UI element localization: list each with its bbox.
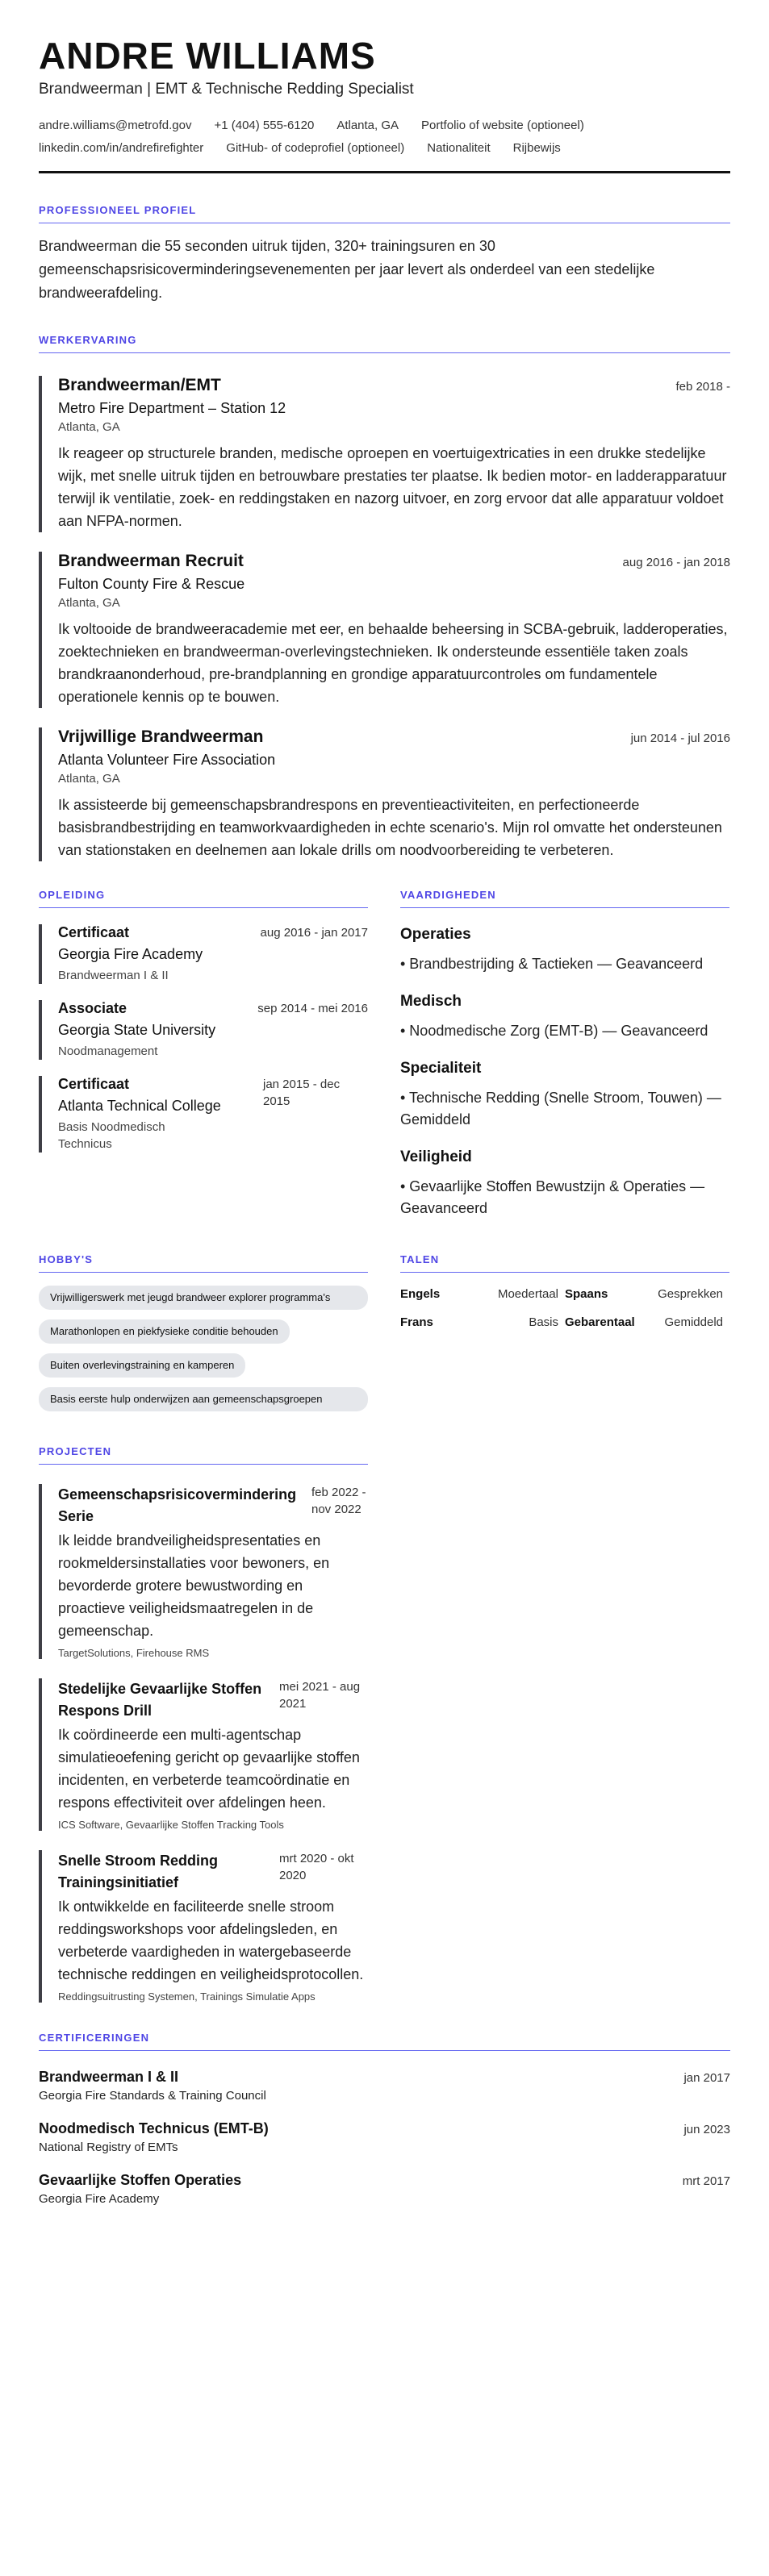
candidate-name: ANDRE WILLIAMS (39, 35, 376, 77)
skill-item: • Technische Redding (Snelle Stroom, Touwen) — Gemiddeld (400, 1090, 721, 1128)
education-school: Atlanta Technical College (58, 1098, 221, 1114)
certification-issuer: National Registry of EMTs (39, 2140, 178, 2154)
language-item (565, 1287, 729, 1301)
project-tools: Reddingsuitrusting Systemen, Trainings Simulatie Apps (58, 1990, 316, 2003)
experience-item (39, 376, 730, 532)
hobby-tag: Basis eerste hulp onderwijzen aan gemeenschapsgroepen (39, 1387, 368, 1411)
project-title: Gemeenschapsrisicovermindering Serie (58, 1486, 297, 1524)
job-title: Brandweerman Recruit (58, 552, 244, 570)
language-level: Gesprekken (658, 1287, 723, 1301)
certification-date: mrt 2017 (682, 2174, 730, 2188)
education-field: Brandweerman I & II (58, 969, 169, 982)
education-field: Basis Noodmedisch Technicus (58, 1120, 165, 1151)
education-school: Georgia State University (58, 1022, 216, 1038)
certification-date: jan 2017 (683, 2071, 730, 2085)
project-title: Stedelijke Gevaarlijke Stoffen Respons Drill (58, 1681, 262, 1719)
education-item (39, 1000, 368, 1060)
hobby-tag: Vrijwilligerswerk met jeugd brandweer explorer programma's (39, 1286, 368, 1310)
certification-issuer: Georgia Fire Academy (39, 2192, 160, 2206)
contact-info-secondary (39, 137, 730, 160)
skill-group (400, 1060, 729, 1131)
job-date: aug 2016 - jan 2018 (622, 556, 730, 569)
contact-email[interactable]: andre.williams@metrofd.gov (39, 119, 192, 132)
hobby-tag: Marathonlopen en piekfysieke conditie behouden (39, 1319, 290, 1344)
education-skills-row (39, 889, 730, 1219)
certification-name: Noodmedisch Technicus (EMT-B) (39, 2120, 269, 2136)
language-level: Gemiddeld (664, 1315, 723, 1329)
contact-github[interactable]: GitHub- of codeprofiel (optioneel) (226, 141, 405, 155)
project-item (39, 1678, 368, 1831)
project-item (39, 1484, 368, 1659)
experience-item (39, 552, 730, 708)
skill-item: • Brandbestrijding & Tactieken — Geavanceerd (400, 956, 704, 972)
language-row (400, 1315, 729, 1329)
job-title: Vrijwillige Brandweerman (58, 727, 264, 746)
job-organization: Fulton County Fire & Rescue (58, 576, 245, 592)
job-organization: Atlanta Volunteer Fire Association (58, 752, 276, 768)
skill-category: Specialiteit (400, 1060, 482, 1077)
job-description: Ik voltooide de brandweeracademie met eer, en behaalde beheersing in SCBA-gebruik, ladderoperaties, zoektechnieken en brandweerman-overlevingstechnieken. Ik ondersteunde essentiële taken zoals brandkraanonderhoud, pre-brandplanning en grondige apparatuurcontroles om fundamentele operationele kennis op te bouwen. (58, 621, 728, 705)
hobbies-languages-row (39, 1253, 730, 1411)
education-school: Georgia Fire Academy (58, 946, 203, 962)
certification-date: jun 2023 (683, 2123, 730, 2136)
education-section (39, 889, 368, 1219)
section-title-education: OPLEIDING (39, 889, 368, 908)
certification-name: Gevaarlijke Stoffen Operaties (39, 2172, 242, 2188)
education-date: jan 2015 - dec 2015 (263, 1078, 341, 1108)
section-title-certifications: CERTIFICERINGEN (39, 2032, 730, 2051)
candidate-headline: Brandweerman | EMT & Technische Redding Specialist (39, 81, 414, 98)
education-degree: Certificaat (58, 1076, 130, 1092)
section-title-hobbies: HOBBY'S (39, 1253, 368, 1273)
skill-group (400, 926, 729, 975)
project-date: mrt 2020 - okt 2020 (279, 1852, 354, 1882)
job-location: Atlanta, GA (58, 420, 120, 434)
project-description: Ik ontwikkelde en faciliteerde snelle stroom reddingsworkshops voor afdelingsleden, en verbeterde vaardigheden in watergebaseerde technische reddingen en veiligheidsprotocollen. (58, 1899, 364, 1982)
project-description: Ik coördineerde een multi-agentschap simulatieoefening gericht op gevaarlijke stoffen incidenten, en verbeterde teamcoördinatie en respons effectiviteit over afdelingen heen. (58, 1727, 360, 1811)
education-degree: Associate (58, 1000, 127, 1016)
education-field: Noodmanagement (58, 1044, 158, 1058)
language-item (400, 1315, 565, 1329)
skill-group (400, 993, 729, 1042)
language-item (565, 1315, 729, 1329)
education-item (39, 924, 368, 984)
contact-phone[interactable]: +1 (404) 555-6120 (214, 119, 315, 132)
job-location: Atlanta, GA (58, 596, 120, 610)
contact-portfolio[interactable]: Portfolio of website (optioneel) (421, 119, 584, 132)
section-title-profile: PROFESSIONEEL PROFIEL (39, 204, 730, 223)
education-date: sep 2014 - mei 2016 (257, 1002, 368, 1015)
certification-name: Brandweerman I & II (39, 2069, 179, 2085)
experience-item (39, 727, 730, 861)
project-description: Ik leidde brandveiligheidspresentaties en rookmeldersinstallaties voor bewoners, en bevorderde grotere bewustwording en proactieve veiligheidsmaatregelen in de gemeenschap. (58, 1532, 330, 1639)
section-title-languages: TALEN (400, 1253, 729, 1273)
contact-location: Atlanta, GA (336, 119, 399, 132)
certification-issuer: Georgia Fire Standards & Training Council (39, 2089, 266, 2103)
education-item (39, 1076, 368, 1153)
language-item (400, 1287, 565, 1301)
language-name: Engels (400, 1287, 441, 1301)
skill-category: Medisch (400, 993, 462, 1010)
language-row (400, 1287, 729, 1301)
skill-category: Operaties (400, 926, 471, 943)
certification-item (39, 2069, 730, 2103)
contact-nationality: Nationaliteit (427, 141, 491, 155)
certifications-section (39, 2032, 730, 2206)
certification-item (39, 2172, 730, 2206)
education-date: aug 2016 - jan 2017 (260, 926, 368, 940)
job-title: Brandweerman/EMT (58, 376, 221, 394)
hobby-tag: Buiten overlevingstraining en kamperen (39, 1353, 245, 1378)
profile-section (39, 204, 730, 305)
job-description: Ik assisteerde bij gemeenschapsbrandrespons en preventieactiviteiten, en perfectioneerde basisbrandbestrijding en teamworkvaardigheden in echte scenario's. Mijn rol omvatte het ondersteunen van stationstaken en deelnemen aan lokale drills om noodvoorbereiding te verbeteren. (58, 797, 722, 858)
certification-item (39, 2120, 730, 2154)
job-location: Atlanta, GA (58, 772, 120, 786)
project-title: Snelle Stroom Redding Trainingsinitiatief (58, 1853, 219, 1890)
project-tools: TargetSolutions, Firehouse RMS (58, 1647, 210, 1659)
section-title-experience: WERKERVARING (39, 334, 730, 353)
skill-item: • Gevaarlijke Stoffen Bewustzijn & Operaties — Geavanceerd (400, 1178, 705, 1216)
project-item (39, 1850, 368, 2003)
skill-category: Veiligheid (400, 1148, 472, 1165)
projects-section (39, 1445, 368, 2003)
language-level: Moedertaal (497, 1287, 558, 1301)
contact-linkedin[interactable]: linkedin.com/in/andrefirefighter (39, 141, 204, 155)
language-name: Gebarentaal (565, 1315, 635, 1329)
skills-section (400, 889, 729, 1219)
experience-section (39, 334, 730, 861)
languages-section (400, 1253, 729, 1411)
education-degree: Certificaat (58, 924, 130, 940)
hobbies-section (39, 1253, 368, 1411)
section-title-skills: VAARDIGHEDEN (400, 889, 729, 908)
skill-item: • Noodmedische Zorg (EMT-B) — Geavanceerd (400, 1023, 708, 1039)
skill-group (400, 1148, 729, 1219)
project-date: mei 2021 - aug 2021 (279, 1680, 361, 1711)
contact-license: Rijbewijs (512, 141, 561, 155)
section-title-projects: PROJECTEN (39, 1445, 368, 1465)
resume-header (39, 35, 730, 173)
job-description: Ik reageer op structurele branden, medische oproepen en voertuigextricaties in een drukke stedelijke wijk, met snelle uitruk tijden en betrouwbare prestaties ter plaatse. Ik bedien motor- en ladderapparatuur terwijl ik ventilatie, zoek- en reddingstaken en nazorg uitvoer, en zorg ervoor dat alle apparatuur voldoet aan NFPA-normen. (58, 445, 727, 529)
project-tools: ICS Software, Gevaarlijke Stoffen Tracking Tools (58, 1819, 284, 1831)
job-organization: Metro Fire Department – Station 12 (58, 400, 286, 416)
job-date: jun 2014 - jul 2016 (630, 732, 730, 745)
contact-info (39, 115, 730, 137)
header-divider (39, 171, 730, 173)
project-date: feb 2022 - nov 2022 (311, 1486, 366, 1516)
profile-summary: Brandweerman die 55 seconden uitruk tijden, 320+ trainingsuren en 30 gemeenschapsrisicoverminderingsevenementen per jaar levert als onderdeel van een stedelijke brandweerafdeling. (39, 238, 655, 301)
language-level: Basis (529, 1315, 558, 1329)
language-name: Frans (400, 1315, 433, 1329)
language-name: Spaans (565, 1287, 608, 1301)
job-date: feb 2018 - (675, 380, 730, 394)
